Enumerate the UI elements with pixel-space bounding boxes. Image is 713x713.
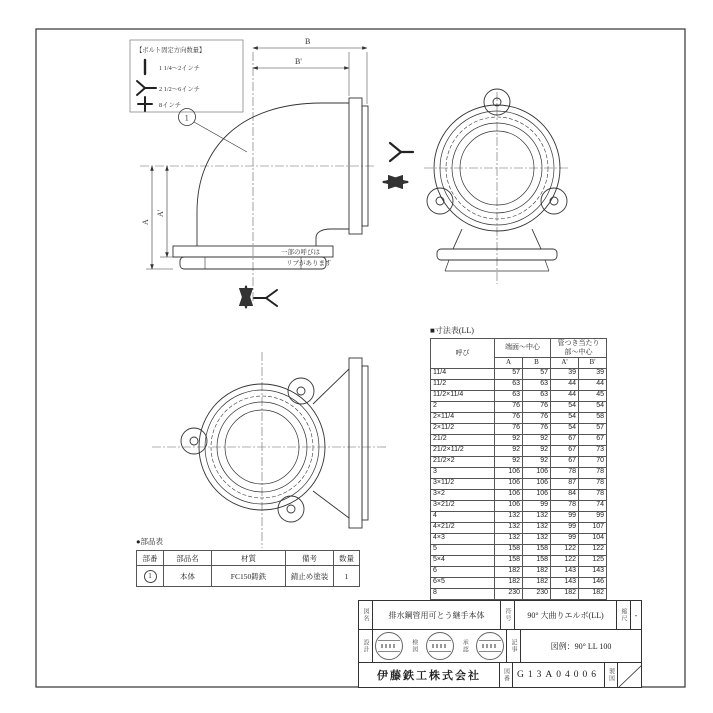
dim-label-b: B	[305, 37, 311, 46]
table-cell: 122	[551, 544, 579, 555]
table-cell: 3×11/2	[431, 478, 495, 489]
dimension-table-section	[430, 325, 612, 600]
diagonal-line	[618, 663, 641, 687]
table-cell: 54	[579, 401, 607, 412]
table-cell: 21/2	[431, 434, 495, 445]
table-cell: 3	[431, 467, 495, 478]
table-cell: 182	[523, 566, 551, 577]
y-mark-icon	[254, 290, 277, 306]
table-row	[431, 423, 607, 434]
table-cell: 132	[523, 533, 551, 544]
bell-side	[545, 260, 549, 271]
table-cell: 54	[551, 412, 579, 423]
table-cell: 106	[523, 489, 551, 500]
y-mark-icon	[137, 81, 156, 95]
side-flange-plate	[349, 358, 362, 528]
part-number	[137, 566, 164, 587]
table-row	[431, 555, 607, 566]
table-cell: 143	[579, 566, 607, 577]
table-cell: 99	[551, 511, 579, 522]
table-row	[431, 522, 607, 533]
parts-col-qty: 数量	[334, 551, 360, 566]
table-cell: 3×2	[431, 489, 495, 500]
table-cell: 5×4	[431, 555, 495, 566]
table-cell: 70	[579, 456, 607, 467]
table-cell: 182	[495, 566, 523, 577]
table-cell: 143	[551, 566, 579, 577]
table-row	[431, 390, 607, 401]
table-cell: 132	[495, 511, 523, 522]
side-flange-face	[362, 366, 368, 520]
table-cell: 8	[431, 588, 495, 599]
notes-label: 記事	[506, 630, 520, 662]
table-cell: 67	[551, 445, 579, 456]
bolt-lug	[278, 496, 304, 522]
col-header-b-prime: B'	[579, 357, 607, 368]
table-cell: 54	[551, 423, 579, 434]
table-cell: 92	[495, 434, 523, 445]
table-cell: 67	[579, 434, 607, 445]
elbow-inner-outline	[316, 229, 349, 246]
table-cell: 11/4	[431, 368, 495, 379]
table-cell: 63	[523, 379, 551, 390]
table-cell: 63	[495, 379, 523, 390]
title-block-row2	[359, 629, 641, 662]
dim-label-b-prime: B'	[295, 57, 302, 66]
table-cell: 76	[523, 412, 551, 423]
table-cell: 125	[579, 555, 607, 566]
table-cell: 99	[551, 533, 579, 544]
balloon-number: 1	[184, 113, 189, 123]
parts-table-section	[136, 536, 366, 587]
socket-side	[532, 229, 541, 249]
table-cell: 87	[551, 478, 579, 489]
table-cell: 44	[551, 379, 579, 390]
bolt-hole	[190, 437, 198, 445]
legend-item-label: 2 1/2〜6インチ	[159, 86, 201, 93]
table-cell: 230	[495, 588, 523, 599]
bolt-direction-marks-bottom	[246, 287, 277, 307]
table-cell: 122	[551, 555, 579, 566]
table-cell: 45	[579, 390, 607, 401]
table-cell: 182	[523, 577, 551, 588]
table-row	[431, 533, 607, 544]
table-cell: 11/2×11/4	[431, 390, 495, 401]
table-cell: 132	[523, 511, 551, 522]
table-cell: 73	[579, 445, 607, 456]
bolt-hole	[297, 387, 305, 395]
table-cell: 132	[495, 522, 523, 533]
stamp-mark	[482, 644, 498, 648]
legend-title: 【ボルト固定方向数量】	[136, 47, 206, 54]
title-block-row3	[359, 662, 641, 687]
table-cell: 106	[495, 478, 523, 489]
dimension-table-body	[431, 368, 607, 599]
table-row	[431, 456, 607, 467]
table-cell: 2×11/2	[431, 423, 495, 434]
table-cell: 39	[551, 368, 579, 379]
table-cell: 99	[579, 511, 607, 522]
table-cell: 44	[579, 379, 607, 390]
parts-col-remarks: 備考	[286, 551, 334, 566]
table-cell: 57	[579, 423, 607, 434]
col-header-a: A	[495, 357, 523, 368]
table-row	[431, 434, 607, 445]
table-cell: 6×5	[431, 577, 495, 588]
part-material: FC150鋳鉄	[212, 566, 286, 587]
table-row	[431, 544, 607, 555]
table-cell: 84	[551, 489, 579, 500]
table-row	[431, 379, 607, 390]
table-cell: 78	[579, 467, 607, 478]
cross-mark-icon	[138, 97, 152, 111]
table-cell: 76	[495, 412, 523, 423]
table-cell: 57	[523, 368, 551, 379]
table-row	[431, 467, 607, 478]
stamp-mark	[432, 644, 448, 648]
draft-label: 製図	[604, 663, 617, 687]
table-cell: 230	[523, 588, 551, 599]
table-cell: 6	[431, 566, 495, 577]
table-cell: 63	[523, 390, 551, 401]
bell-side	[445, 260, 449, 271]
table-cell: 92	[495, 445, 523, 456]
table-cell: 4×3	[431, 533, 495, 544]
symbol-value: 90° 大曲りエルボ(LL)	[514, 601, 616, 629]
symbol-label: 符号	[500, 601, 514, 629]
table-cell: 132	[523, 522, 551, 533]
stamp-mark	[381, 644, 397, 648]
table-row	[431, 412, 607, 423]
approval-stamps	[372, 630, 506, 662]
table-cell: 76	[495, 401, 523, 412]
table-row	[431, 368, 607, 379]
table-cell: 76	[523, 423, 551, 434]
title-block	[358, 600, 642, 688]
balloon-leader	[194, 122, 247, 152]
table-row	[431, 511, 607, 522]
table-cell: 106	[523, 467, 551, 478]
bolt-hole	[287, 505, 295, 513]
table-cell: 106	[523, 478, 551, 489]
body-line	[313, 369, 349, 404]
table-cell: 92	[495, 456, 523, 467]
fig-name-label: 図名	[362, 608, 368, 622]
table-cell: 2×11/4	[431, 412, 495, 423]
table-row	[431, 401, 607, 412]
table-cell: 92	[523, 434, 551, 445]
table-cell: 58	[579, 412, 607, 423]
table-cell: 57	[495, 368, 523, 379]
elbow-bottom-view	[152, 352, 388, 548]
table-cell: 21/2×11/2	[431, 445, 495, 456]
table-cell: 122	[579, 544, 607, 555]
table-cell: 67	[551, 456, 579, 467]
table-cell: 92	[523, 445, 551, 456]
bolt-direction-marks-side	[384, 143, 413, 182]
legend-item-label: 8インチ	[159, 102, 182, 109]
dimension-table	[430, 338, 607, 600]
table-cell: 92	[523, 456, 551, 467]
approve-label: 承認	[461, 639, 468, 653]
bolt-hole	[436, 197, 444, 205]
elbow-side-view	[140, 37, 376, 303]
part-remarks: 錆止め塗装	[286, 566, 334, 587]
table-cell: 11/2	[431, 379, 495, 390]
table-cell: 158	[495, 555, 523, 566]
table-cell: 143	[551, 577, 579, 588]
legend-item-label: 1 1/4〜2インチ	[159, 65, 201, 72]
table-row	[431, 489, 607, 500]
elbow-outer-outline	[197, 103, 349, 246]
approve-stamp	[476, 632, 504, 660]
table-row	[431, 588, 607, 599]
table-cell: 182	[579, 588, 607, 599]
table-cell: 158	[523, 555, 551, 566]
col-group-end-face: 端面〜中心	[495, 339, 551, 358]
table-cell: 104	[579, 533, 607, 544]
parts-col-name: 部品名	[164, 551, 212, 566]
bolt-lug	[427, 188, 453, 214]
rib-note-line2: リブがあります	[286, 260, 332, 267]
parts-table	[136, 550, 360, 587]
table-cell: 146	[579, 577, 607, 588]
dim-label-a-prime: A'	[156, 209, 165, 217]
table-cell: 76	[523, 401, 551, 412]
table-cell: 78	[579, 489, 607, 500]
notes-value: 図例：90° LL 100	[520, 630, 641, 662]
table-cell: 44	[551, 390, 579, 401]
bolt-lug	[541, 188, 567, 214]
part-name: 本体	[164, 566, 212, 587]
title-block-row1	[359, 601, 641, 629]
scale-label: 縮尺	[616, 601, 630, 629]
bolt-direction-legend	[130, 40, 243, 112]
part-qty: 1	[334, 566, 360, 587]
col-header-a-prime: A'	[551, 357, 579, 368]
table-row	[431, 478, 607, 489]
y-mark-icon	[390, 143, 413, 161]
table-cell: 2	[431, 401, 495, 412]
col-header-b: B	[523, 357, 551, 368]
table-cell: 39	[579, 368, 607, 379]
table-cell: 182	[495, 577, 523, 588]
socket-side	[453, 229, 462, 249]
table-cell: 4×21/2	[431, 522, 495, 533]
table-cell: 99	[523, 500, 551, 511]
scale-value: -	[630, 601, 641, 629]
table-cell: 106	[495, 500, 523, 511]
check-stamp	[426, 632, 454, 660]
table-cell: 67	[551, 434, 579, 445]
revision-box	[617, 663, 641, 687]
bolt-hole	[550, 197, 558, 205]
table-cell: 106	[495, 489, 523, 500]
table-cell: 106	[495, 467, 523, 478]
table-row	[431, 445, 607, 456]
table-cell: 107	[579, 522, 607, 533]
table-cell: 74	[579, 500, 607, 511]
table-cell: 76	[495, 423, 523, 434]
elbow-front-view	[424, 89, 570, 284]
table-cell: 4	[431, 511, 495, 522]
table-row	[431, 500, 607, 511]
table-cell: 182	[551, 588, 579, 599]
part-number-balloon: 1	[144, 570, 157, 583]
table-row	[431, 566, 607, 577]
bolt-lug	[288, 378, 314, 404]
dwg-no-value: G13A04006	[512, 663, 604, 687]
company-name: 伊藤鉄工株式会社	[377, 670, 481, 682]
body-line	[313, 491, 349, 518]
parts-col-no: 部番	[137, 551, 164, 566]
table-cell: 132	[495, 533, 523, 544]
dim-label-a: A	[141, 219, 150, 225]
bolt-lug	[181, 428, 207, 454]
design-stamp	[375, 632, 403, 660]
table-cell: 21/2×2	[431, 456, 495, 467]
table-cell: 78	[551, 467, 579, 478]
table-cell: 158	[495, 544, 523, 555]
col-header-name: 呼び	[431, 339, 495, 369]
fig-name: 排水鋼管用可とう継手本体	[372, 601, 500, 629]
dimension-table-title: ■寸法表(LL)	[430, 326, 474, 335]
table-cell: 63	[495, 390, 523, 401]
table-row	[431, 577, 607, 588]
table-cell: 78	[551, 500, 579, 511]
design-label: 設計	[362, 639, 368, 653]
rib-note-line1: 一部の呼びは	[281, 249, 320, 256]
table-cell: 5	[431, 544, 495, 555]
table-cell: 54	[551, 401, 579, 412]
table-cell: 99	[551, 522, 579, 533]
parts-col-material: 材質	[212, 551, 286, 566]
check-label: 検図	[410, 639, 417, 653]
table-cell: 78	[579, 478, 607, 489]
dwg-no-label: 図番	[499, 663, 512, 687]
table-cell: 158	[523, 544, 551, 555]
parts-row	[137, 566, 360, 587]
col-group-pipe-abut: 管つき当たり部〜中心	[551, 339, 607, 358]
table-cell: 3×21/2	[431, 500, 495, 511]
parts-table-title: ●部品表	[136, 537, 164, 546]
